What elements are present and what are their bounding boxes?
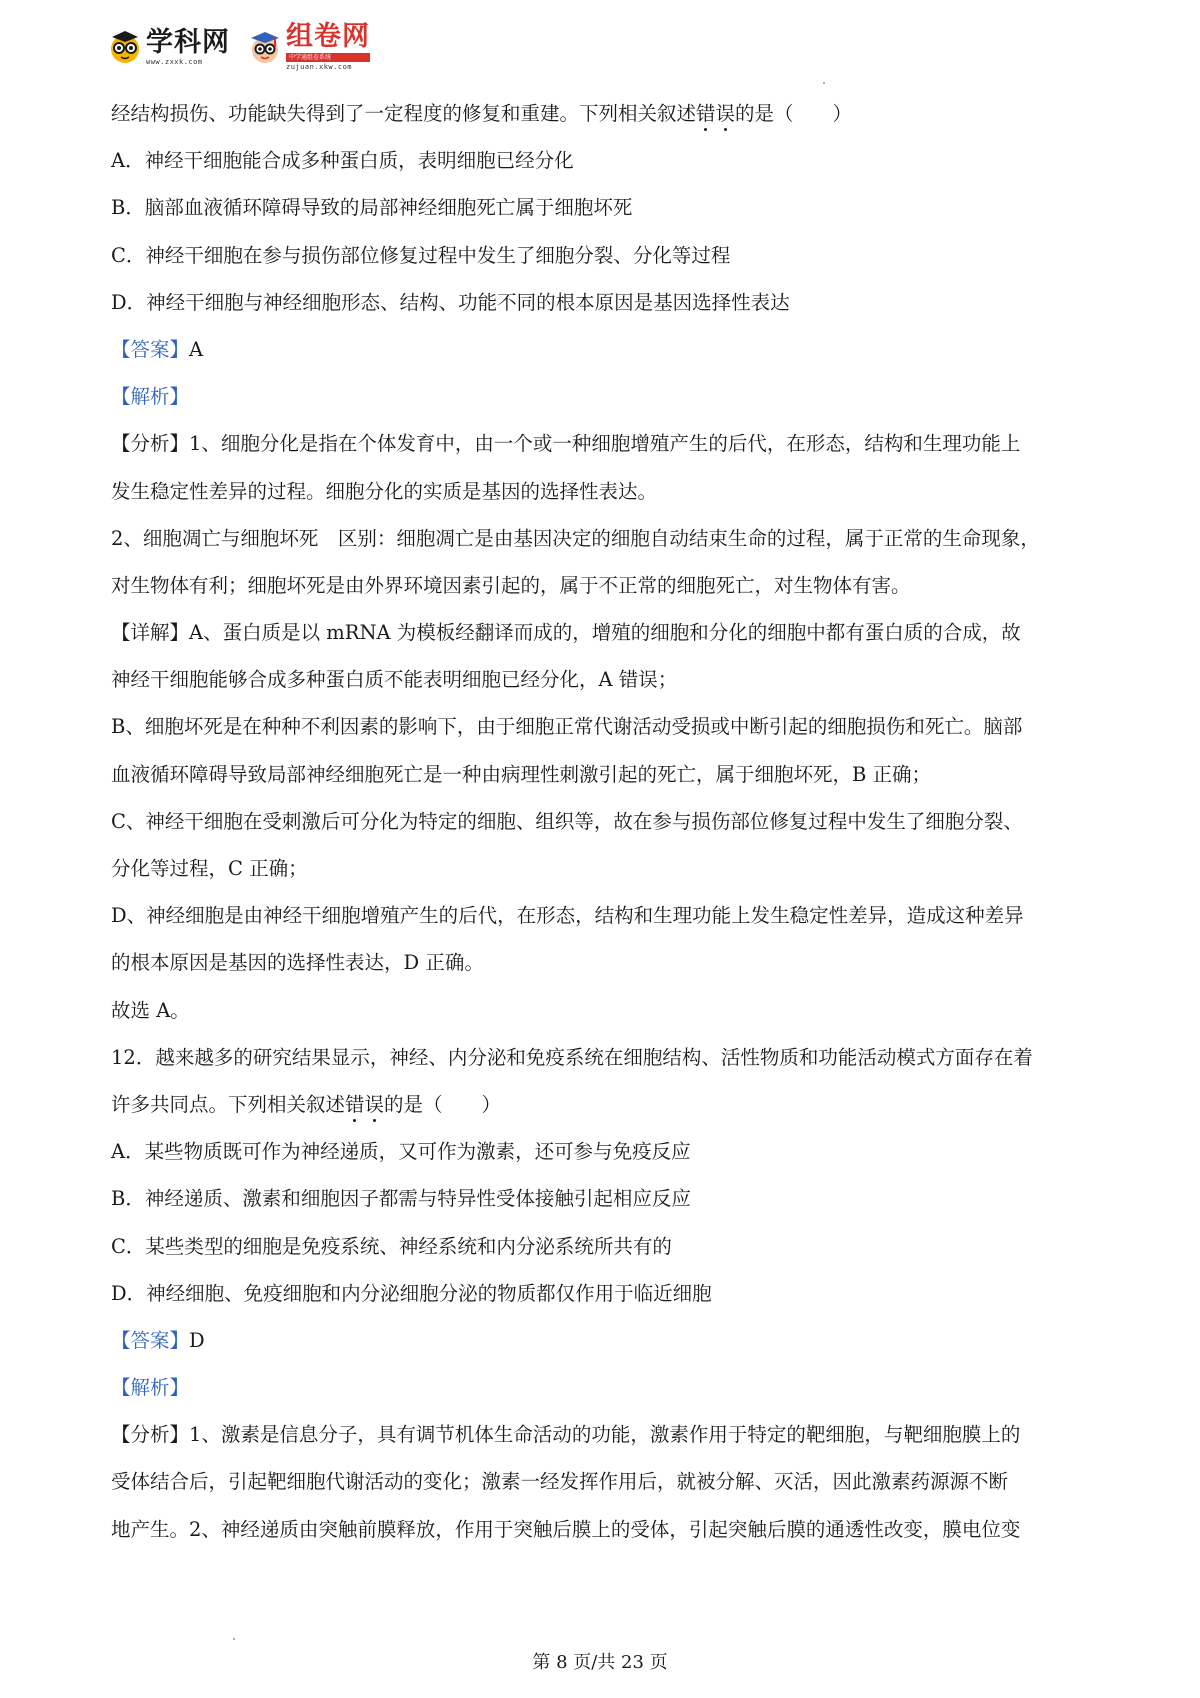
text-line [111, 798, 1101, 845]
text-line [111, 326, 1101, 373]
page-header [108, 22, 388, 72]
line-text: B．神经递质、激素和细胞因子都需与特异性受体接触引起相应反应 [111, 1187, 691, 1211]
line-text: B．脑部血液循环障碍导致的局部神经细胞死亡属于细胞坏死 [111, 196, 633, 220]
owl-mascot-icon [108, 30, 142, 64]
text-line [111, 420, 1101, 467]
line-text: 血液循环障碍导致局部神经细胞死亡是一种由病理性刺激引起的死亡，属于细胞坏死，B 正确； [111, 762, 932, 786]
scan-speck [823, 82, 825, 84]
text-line [111, 939, 1101, 986]
line-text: B、细胞坏死是在种种不利因素的影响下，由于细胞正常代谢活动受损或中断引起的细胞损伤和死亡。脑部 [111, 715, 1023, 739]
logo-url: zujuan.xkw.com [286, 63, 353, 71]
line-text: C、神经干细胞在受刺激后可分化为特定的细胞、组织等，故在参与损伤部位修复过程中发生了细胞分裂、 [111, 809, 1023, 833]
line-text: 的是（ ） [735, 102, 853, 125]
text-line [111, 279, 1101, 326]
emphasis-char: 错 [696, 102, 716, 125]
text-line [111, 1506, 1101, 1553]
section-tag: 【答案】 [111, 1328, 190, 1352]
text-line [111, 1411, 1101, 1458]
line-text: D．神经干细胞与神经细胞形态、结构、功能不同的根本原因是基因选择性表达 [111, 290, 790, 314]
page-number: 第 8 页/共 23 页 [532, 1652, 668, 1673]
student-mascot-icon [248, 30, 282, 64]
logo-subtitle: 中学通组卷系统 [286, 53, 370, 62]
line-text: 分化等过程，C 正确； [111, 857, 308, 880]
section-tag: 【解析】 [111, 1376, 190, 1400]
line-text: A．某些物质既可作为神经递质，又可作为激素，还可参与免疫反应 [111, 1140, 691, 1164]
text-line [111, 468, 1101, 515]
text-line [111, 845, 1101, 892]
text-line [111, 703, 1101, 750]
text-line [111, 656, 1101, 703]
line-text: 的是（ ） [384, 1092, 502, 1116]
text-line [111, 137, 1101, 184]
line-text: 许多共同点。下列相关叙述 [111, 1092, 346, 1116]
emphasis-char: 误 [715, 102, 736, 125]
text-line [111, 515, 1101, 562]
line-text: 【分析】1、细胞分化是指在个体发育中，由一个或一种细胞增殖产生的后代，在形态，结构和生理功能上 [111, 432, 1021, 456]
section-tag: 【解析】 [111, 385, 190, 409]
text-line [111, 1317, 1101, 1364]
text-line [111, 373, 1101, 420]
text-line [111, 892, 1101, 939]
logo-name: 组卷网 [286, 21, 370, 52]
line-text: 对生物体有利；细胞坏死是由外界环境因素引起的，属于不正常的细胞死亡，对生物体有害。 [111, 573, 911, 597]
text-line [111, 1128, 1101, 1175]
text-line [111, 1034, 1101, 1081]
section-tag: 【答案】 [111, 337, 190, 361]
line-text: C．神经干细胞在参与损伤部位修复过程中发生了细胞分裂、分化等过程 [111, 243, 731, 267]
line-text: 的根本原因是基因的选择性表达，D 正确。 [111, 951, 484, 975]
emphasis-char: 错 [345, 1092, 365, 1116]
line-text: 地产生。2、神经递质由突触前膜释放，作用于突触后膜上的受体，引起突触后膜的通透性改变，膜电位变 [111, 1517, 1021, 1541]
scan-speck [233, 1638, 235, 1640]
text-line [111, 609, 1101, 656]
emphasis-dots-text [696, 102, 735, 125]
emphasis-char: 误 [364, 1092, 385, 1116]
line-text: C．某些类型的细胞是免疫系统、神经系统和内分泌系统所共有的 [111, 1234, 672, 1258]
text-line [111, 1458, 1101, 1505]
line-text: D [189, 1328, 205, 1352]
zujuan-logo[interactable] [248, 22, 370, 72]
line-text: 【详解】A、蛋白质是以 mRNA 为模板经翻译而成的，增殖的细胞和分化的细胞中都有蛋白质的合成，故 [111, 621, 1021, 645]
text-line [111, 987, 1101, 1034]
text-line [111, 1223, 1101, 1270]
line-text: 故选 A。 [111, 998, 190, 1022]
logo-name: 学科网 [146, 26, 230, 58]
document-body [111, 90, 1101, 1553]
line-text: 神经干细胞能够合成多种蛋白质不能表明细胞已经分化，A 错误； [111, 668, 678, 692]
line-text: D、神经细胞是由神经干细胞增殖产生的后代，在形态，结构和生理功能上发生稳定性差异，造成这种差异 [111, 904, 1024, 928]
text-line [111, 90, 1101, 137]
text-line [111, 562, 1101, 609]
text-line [111, 1175, 1101, 1222]
text-line [111, 1270, 1101, 1317]
text-line [111, 232, 1101, 279]
line-text: 12．越来越多的研究结果显示，神经、内分泌和免疫系统在细胞结构、活性物质和功能活动模式方面存在着 [111, 1045, 1033, 1069]
line-text: 经结构损伤、功能缺失得到了一定程度的修复和重建。下列相关叙述 [111, 102, 697, 125]
line-text: A．神经干细胞能合成多种蛋白质，表明细胞已经分化 [111, 149, 574, 173]
text-line [111, 1081, 1101, 1128]
line-text: 【分析】1、激素是信息分子，具有调节机体生命活动的功能，激素作用于特定的靶细胞，与靶细胞膜上的 [111, 1423, 1021, 1447]
line-text: 受体结合后，引起靶细胞代谢活动的变化；激素一经发挥作用后，就被分解、灭活，因此激素药源源不断 [111, 1470, 1009, 1494]
zxxk-logo[interactable] [108, 28, 230, 67]
text-line [111, 751, 1101, 798]
line-text: 2、细胞凋亡与细胞坏死 区别：细胞凋亡是由基因决定的细胞自动结束生命的过程，属于正常的生命现象， [111, 526, 1040, 550]
line-text: A [189, 337, 204, 361]
line-text: 发生稳定性差异的过程。细胞分化的实质是基因的选择性表达。 [111, 479, 658, 503]
text-line [111, 1364, 1101, 1411]
emphasis-dots-text [345, 1093, 384, 1116]
line-text: D．神经细胞、免疫细胞和内分泌细胞分泌的物质都仅作用于临近细胞 [111, 1281, 712, 1305]
logo-url: www.zxxk.com [146, 57, 203, 66]
text-line [111, 184, 1101, 231]
